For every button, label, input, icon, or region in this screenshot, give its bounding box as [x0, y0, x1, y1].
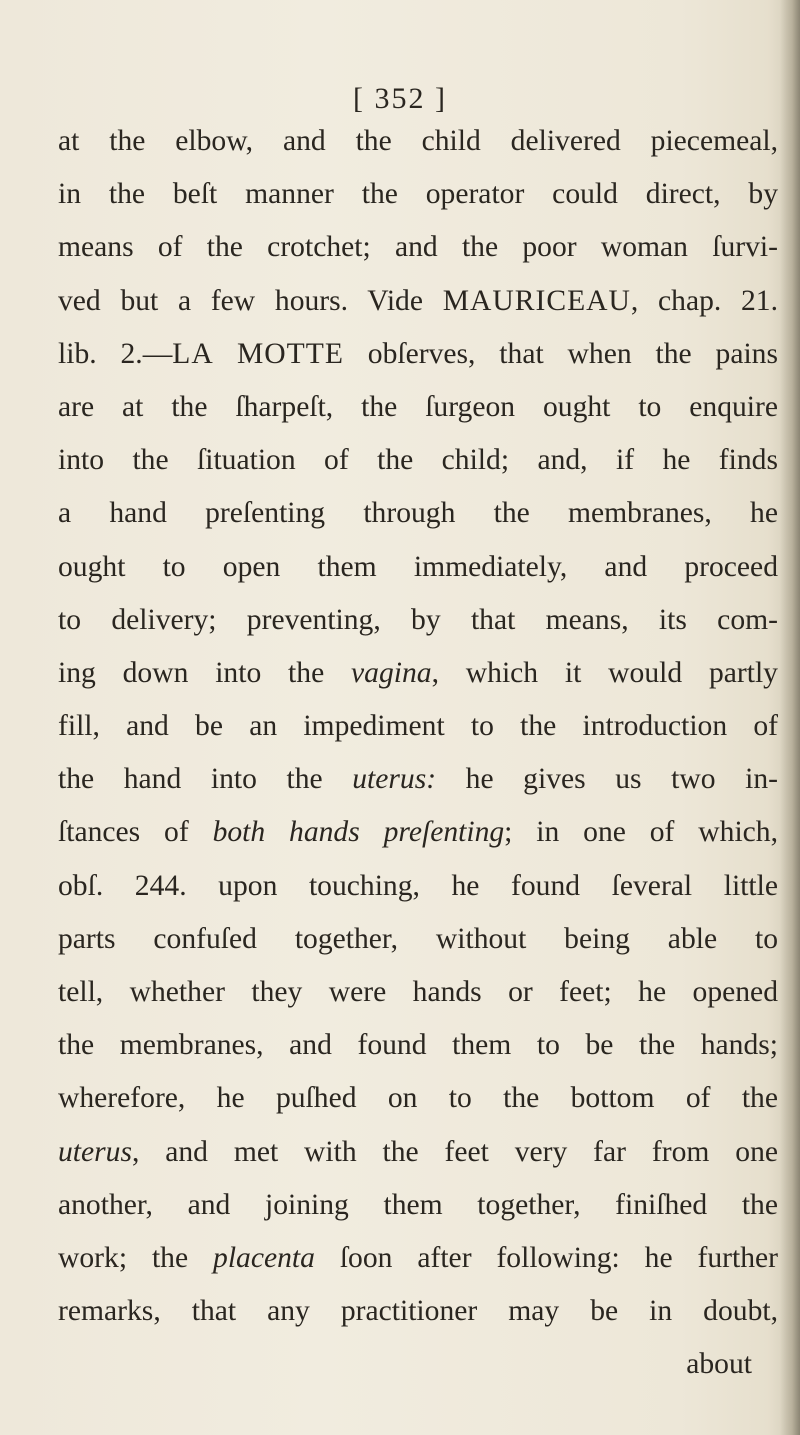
- author-name-mauriceau: MAURICEAU: [442, 284, 631, 317]
- text-line-14: ſtances of both hands preſenting; in one of which,: [58, 816, 778, 849]
- text-line-4: ved but a few hours. Vide MAURICEAU, chap. 21.: [58, 284, 779, 317]
- italic-term-uterus: uterus:: [352, 763, 437, 796]
- text-line-19: wherefore, he puſhed on to the bottom of the: [58, 1082, 778, 1115]
- page-number: [ 352 ]: [353, 82, 447, 115]
- text-line-5: lib. 2.—LA MOTTE obſerves, that when the pains: [58, 337, 778, 370]
- catchword: about: [686, 1348, 752, 1381]
- text-line-10: to delivery; preventing, by that means, its com-: [58, 603, 778, 636]
- text-line-11: ing down into the vagina, which it would partly: [58, 656, 778, 689]
- italic-term-both-hands: both hands preſenting: [212, 816, 505, 849]
- text-line-8: a hand preſenting through the membranes, he: [58, 497, 778, 530]
- text-line-6: are at the ſharpeſt, the ſurgeon ought to enquire: [58, 390, 778, 423]
- body-text: [58, 115, 778, 1392]
- text-line-16: parts confuſed together, without being able to: [58, 922, 778, 955]
- text-line-21: another, and joining them together, finiſhed the: [58, 1188, 778, 1221]
- page-edge-shadow: [780, 0, 800, 1435]
- text-line-23: remarks, that any practitioner may be in doubt,: [58, 1295, 778, 1328]
- text-line-22: work; the placenta ſoon after following: he further: [58, 1241, 779, 1274]
- text-line-18: the membranes, and found them to be the hands;: [58, 1029, 778, 1062]
- text-line-20: uterus, and met with the feet very far from one: [58, 1135, 778, 1168]
- text-line-2: in the beſt manner the operator could direct, by: [58, 178, 778, 211]
- text-line-9: ought to open them immediately, and proceed: [58, 550, 778, 583]
- text-line-15: obſ. 244. upon touching, he found ſeveral little: [58, 869, 778, 902]
- author-name-la-motte: LA MOTTE: [172, 337, 344, 370]
- text-line-7: into the ſituation of the child; and, if he finds: [58, 444, 778, 477]
- text-line-3: means of the crotchet; and the poor woman ſurvi-: [58, 231, 778, 264]
- text-line-1: at the elbow, and the child delivered piecemeal,: [58, 125, 778, 157]
- text-line-17: tell, whether they were hands or feet; he opened: [58, 976, 778, 1008]
- text-line-13: the hand into the uterus: he gives us two in-: [58, 763, 778, 796]
- italic-term-uterus-2: uterus: [58, 1135, 132, 1168]
- italic-term-vagina: vagina: [351, 656, 432, 689]
- text-line-12: fill, and be an impediment to the introduction of: [58, 710, 778, 743]
- italic-term-placenta: placenta: [213, 1241, 315, 1274]
